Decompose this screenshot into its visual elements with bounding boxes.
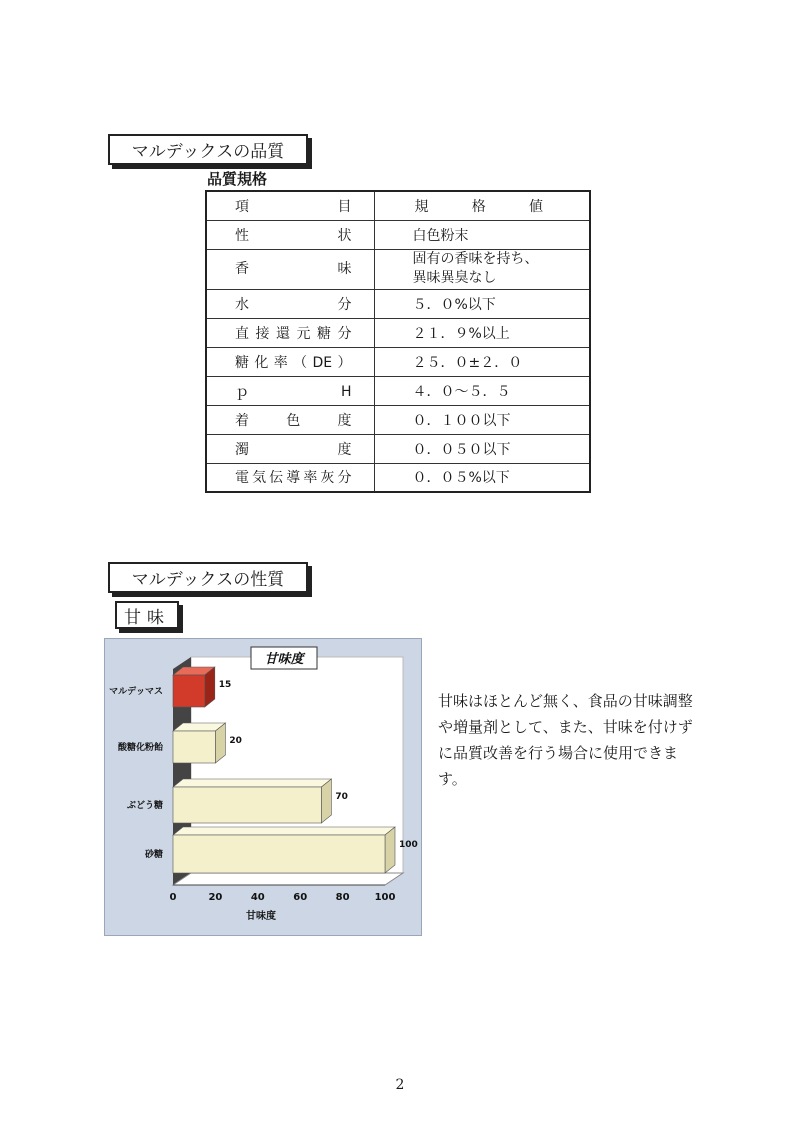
spec-item-value: ２１．９%以上 [374,318,590,347]
bar-top [173,779,331,787]
bar-top [173,827,395,835]
page-number: 2 [395,1077,405,1093]
spec-table-row [206,347,590,376]
spec-item-value: ０．１００以下 [374,405,590,434]
spec-item-label: 香味 [206,249,374,289]
chart-floor [173,873,403,885]
sweetness-chart-svg [105,639,423,937]
spec-header-item: 項目 [206,191,374,220]
bar-data-label: 20 [229,736,242,746]
bar-data-label: 15 [218,680,232,690]
spec-table-row [206,405,590,434]
sweetness-subheading-text: 甘味 [124,607,170,628]
spec-item-value: ０．０５０以下 [374,434,590,463]
sweetness-chart [104,638,422,936]
bar-data-label: 100 [399,840,418,850]
bar [173,787,321,823]
spec-item-label: 電気伝導率灰分 [206,463,374,492]
category-label: 酸糖化粉飴 [117,743,163,753]
bar [173,675,205,707]
bar-data-label: 70 [335,792,348,802]
properties-section-heading-text: マルデックスの性質 [131,570,285,590]
spec-table-row [206,249,590,289]
bar [173,731,215,763]
quality-section-heading-text: マルデックスの品質 [131,142,285,162]
spec-table-row [206,434,590,463]
bar [173,835,385,873]
chart-title: 甘味度 [264,652,304,667]
spec-item-value: ０．０５%以下 [374,463,590,492]
spec-table-caption: 品質規格 [207,170,268,188]
bar-side [321,779,331,823]
x-tick-label: 20 [208,892,223,903]
spec-item-value: 白色粉末 [374,220,590,249]
category-label: ぶどう糖 [126,801,163,811]
spec-table-row [206,463,590,492]
spec-table-row [206,220,590,249]
spec-item-label: 水分 [206,289,374,318]
x-tick-label: 0 [169,892,177,903]
spec-table-row [206,318,590,347]
spec-item-label: 性状 [206,220,374,249]
properties-section-heading [108,562,308,593]
category-label: マルデッマス [109,687,163,697]
category-label: 砂糖 [144,850,163,860]
spec-item-label: 濁度 [206,434,374,463]
sweetness-subheading [115,601,179,629]
spec-item-value: ４．０〜５．５ [374,376,590,405]
spec-item-label: 着色度 [206,405,374,434]
spec-item-label: ｐH [206,376,374,405]
sweetness-description: 甘味はほとんど無く、食品の甘味調整や増量剤として、また、甘味を付けずに品質改善を行う場合に使用できます。 [438,692,693,788]
spec-header-value: 規格値 [374,191,590,220]
bar-side [385,827,395,873]
x-tick-label: 40 [250,892,265,903]
spec-table-header-row [206,191,590,220]
quality-spec-table [205,190,591,493]
quality-section-heading [108,134,308,165]
spec-table-row [206,376,590,405]
spec-item-value: 固有の香味を持ち、 異味異臭なし [374,249,590,289]
x-tick-label: 100 [374,892,396,903]
x-axis-label: 甘味度 [246,911,276,922]
spec-item-label: 糖化率（DE） [206,347,374,376]
spec-item-label: 直接還元糖分 [206,318,374,347]
spec-table-row [206,289,590,318]
spec-item-value: ５．０%以下 [374,289,590,318]
x-tick-label: 80 [335,892,350,903]
x-tick-label: 60 [293,892,308,903]
spec-item-value: ２５．０±２．０ [374,347,590,376]
